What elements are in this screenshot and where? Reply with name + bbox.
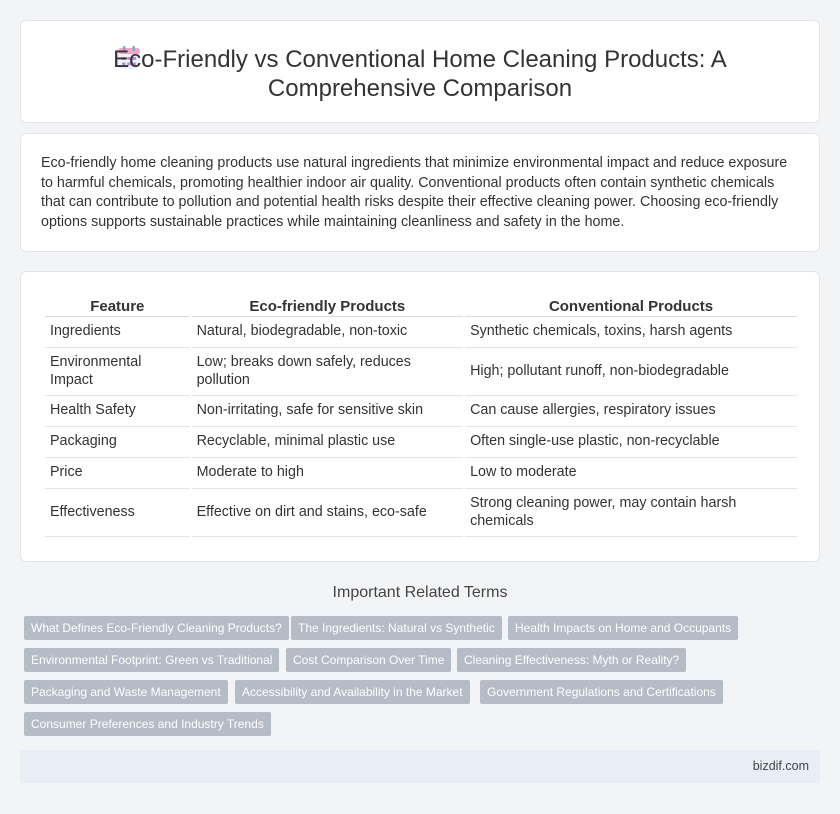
- table-cell: Price: [45, 458, 190, 489]
- table-cell: Environmental Impact: [45, 348, 190, 396]
- header-eco: Eco-friendly Products: [192, 297, 463, 317]
- table-row: [45, 317, 797, 348]
- tag-link[interactable]: Accessibility and Availability in the Market: [235, 680, 470, 704]
- table-cell: High; pollutant runoff, non-biodegradable: [465, 348, 797, 396]
- intro-card: [20, 133, 820, 252]
- table-cell: Moderate to high: [192, 458, 463, 489]
- header-feature: Feature: [45, 297, 190, 317]
- page-title-line2: Comprehensive Comparison: [267, 75, 573, 102]
- table-cell: Natural, biodegradable, non-toxic: [192, 317, 463, 348]
- footer-site-link[interactable]: bizdif.com: [752, 759, 809, 773]
- table-row: [45, 458, 797, 489]
- intro-paragraph: Eco-friendly home cleaning products use natural ingredients that minimize environmental impact and reduce exposure to harmful chemicals, promoting healthier indoor air quality. Conventional products often contain synthetic chemicals that can contribute to pollution and potential health risks despite their effective cleaning power. Choosing eco-friendly options supports sustainable practices while maintaining cleanliness and safety in the home.: [41, 155, 788, 230]
- footer: [20, 750, 820, 783]
- tag-link[interactable]: Packaging and Waste Management: [24, 680, 228, 704]
- table-cell: Effective on dirt and stains, eco-safe: [192, 489, 463, 537]
- table-cell: Health Safety: [45, 396, 190, 427]
- tag-link[interactable]: Health Impacts on Home and Occupants: [508, 616, 738, 640]
- table-cell: Recyclable, minimal plastic use: [192, 427, 463, 458]
- table-row: [45, 427, 797, 458]
- table-cell: Low; breaks down safely, reduces pollution: [192, 348, 463, 396]
- table-row: [45, 348, 797, 396]
- table-cell: Non-irritating, safe for sensitive skin: [192, 396, 463, 427]
- table-cell: Often single-use plastic, non-recyclable: [465, 427, 797, 458]
- table-header-row: [45, 297, 797, 317]
- tag-link[interactable]: Environmental Footprint: Green vs Traditional: [24, 648, 279, 672]
- title-card: [20, 20, 820, 123]
- page-title-line1: Eco-Friendly vs Conventional Home Cleaning Products: A: [113, 46, 727, 73]
- tag-link[interactable]: Consumer Preferences and Industry Trends: [24, 712, 271, 736]
- comparison-card: [20, 271, 820, 562]
- header-conventional: Conventional Products: [465, 297, 797, 317]
- tag-link[interactable]: Government Regulations and Certifications: [480, 680, 723, 704]
- table-cell: Ingredients: [45, 317, 190, 348]
- table-cell: Effectiveness: [45, 489, 190, 537]
- tag-link[interactable]: The Ingredients: Natural vs Synthetic: [291, 616, 502, 640]
- tag-link[interactable]: Cost Comparison Over Time: [286, 648, 451, 672]
- tag-link[interactable]: What Defines Eco-Friendly Cleaning Products?: [24, 616, 289, 640]
- table-cell: Packaging: [45, 427, 190, 458]
- table-cell: Low to moderate: [465, 458, 797, 489]
- table-row: [45, 489, 797, 537]
- page-title: [113, 45, 727, 103]
- comparison-table: [43, 297, 799, 537]
- table-cell: Synthetic chemicals, toxins, harsh agents: [465, 317, 797, 348]
- related-terms-title: Important Related Terms: [332, 584, 508, 601]
- table-cell: Can cause allergies, respiratory issues: [465, 396, 797, 427]
- tag-link[interactable]: Cleaning Effectiveness: Myth or Reality?: [457, 648, 686, 672]
- table-cell: Strong cleaning power, may contain harsh chemicals: [465, 489, 797, 537]
- table-row: [45, 396, 797, 427]
